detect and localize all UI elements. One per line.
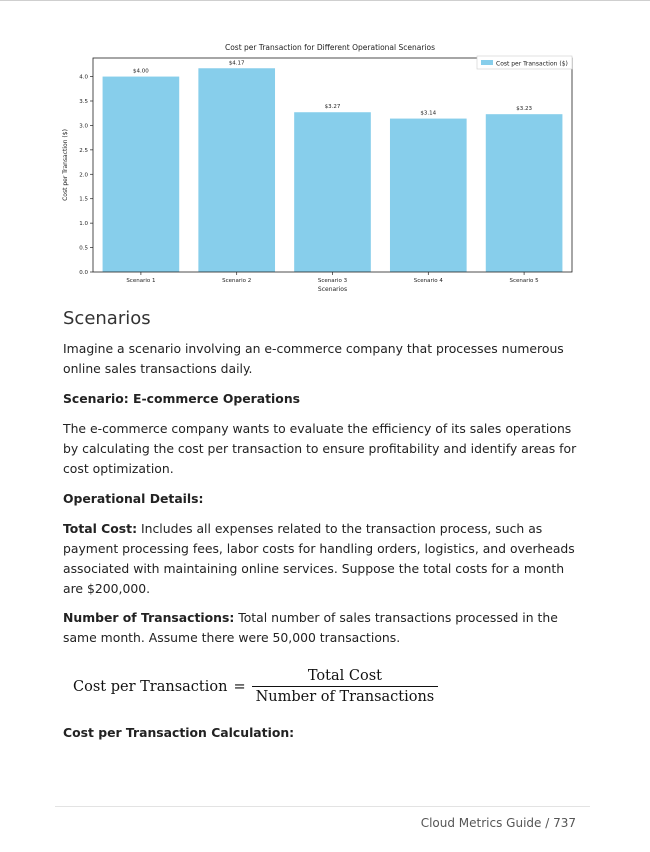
total-cost-paragraph: [63, 519, 583, 599]
formula-equals: =: [233, 678, 246, 695]
y-tick-label: 2.0: [79, 172, 88, 179]
scenario-heading: Scenario: E-commerce Operations: [63, 391, 301, 406]
y-tick-label: 1.5: [79, 196, 88, 203]
x-tick-label: Scenario 2: [222, 278, 252, 284]
section-title: Scenarios: [63, 308, 151, 329]
chart-legend: [477, 56, 572, 69]
intro-paragraph: Imagine a scenario involving an e-commerce company that processes numerous online sales transactions daily.: [63, 341, 564, 376]
bar-4: [390, 119, 467, 272]
bar-chart-svg: [55, 38, 595, 298]
x-tick-label: Scenario 1: [126, 278, 156, 284]
total-cost-text: Includes all expenses related to the transaction process, such as payment processing fees, labor costs for handling orders, logistics, and overheads associated with maintaining online services. Suppose the total costs for a month are $200,000.: [63, 521, 575, 596]
bar-5: [486, 114, 563, 272]
legend-label: Cost per Transaction ($): [496, 60, 568, 68]
scenario-paragraph: The e-commerce company wants to evaluate the efficiency of its sales operations by calculating the cost per transaction to ensure profitability and identify areas for cost optimization.: [63, 421, 577, 476]
y-tick-label: 2.5: [79, 147, 88, 154]
bar-1: [103, 77, 180, 272]
cost-formula: [73, 668, 583, 705]
data-label-5: $3.23: [516, 106, 532, 113]
transactions-paragraph: [63, 608, 583, 648]
y-tick-label: 3.5: [79, 98, 88, 105]
calculation-heading: Cost per Transaction Calculation:: [63, 725, 295, 740]
y-axis-label: Cost per Transaction ($): [62, 129, 69, 201]
total-cost-label: Total Cost:: [63, 521, 138, 536]
formula-fraction: [252, 668, 439, 705]
y-tick-label: 4.0: [79, 74, 88, 81]
legend-swatch: [481, 60, 493, 65]
top-rule: [0, 0, 650, 1]
chart-title: Cost per Transaction for Different Operational Scenarios: [224, 43, 436, 52]
x-axis-label: Scenarios: [317, 286, 348, 293]
y-tick-label: 1.0: [79, 221, 88, 228]
formula-numerator: Total Cost: [307, 668, 382, 684]
footer-rule: [55, 806, 590, 807]
data-label-1: $4.00: [133, 68, 149, 75]
x-tick-label: Scenario 4: [413, 278, 443, 284]
y-tick-label: 0.0: [79, 270, 88, 276]
x-tick-label: Scenario 3: [317, 278, 348, 284]
bar-chart: [55, 38, 595, 298]
x-tick-label: Scenario 5: [509, 278, 539, 284]
operational-details-heading: Operational Details:: [63, 491, 204, 506]
formula-lhs: Cost per Transaction: [73, 678, 228, 695]
data-label-3: $3.27: [324, 104, 341, 111]
bar-3: [294, 112, 371, 272]
transactions-label: Number of Transactions:: [63, 610, 235, 625]
y-tick-label: 0.5: [79, 245, 88, 252]
data-label-4: $3.14: [420, 110, 437, 117]
formula-denominator: Number of Transactions: [255, 689, 435, 705]
transactions-text: Total number of sales transactions processed in the same month. Assume there were 50,000 transactions.: [63, 610, 558, 645]
data-label-2: $4.17: [228, 60, 245, 67]
y-tick-label: 3.0: [79, 123, 88, 130]
page-footer: Cloud Metrics Guide / 737: [420, 816, 576, 830]
page-content: [63, 300, 583, 753]
bar-2: [198, 68, 275, 272]
bars-layer: [103, 60, 563, 272]
